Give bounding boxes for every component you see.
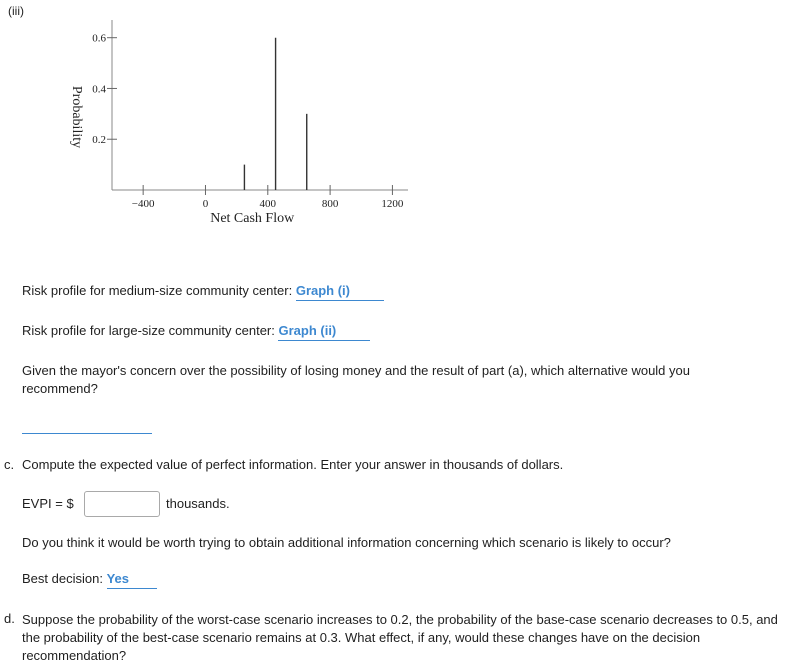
y-tick-label: 0.6 bbox=[92, 32, 106, 45]
x-tick-label: −400 bbox=[131, 198, 155, 210]
medium-answer-select[interactable]: Graph (i) bbox=[296, 283, 384, 301]
x-axis-label: Net Cash Flow bbox=[210, 211, 295, 226]
large-question-label: Risk profile for large-size community center: bbox=[22, 323, 275, 338]
evpi-label: EVPI = $ bbox=[22, 496, 74, 511]
y-axis-label: Probability bbox=[69, 85, 84, 149]
x-tick-label: 400 bbox=[259, 198, 277, 210]
x-tick-label: 800 bbox=[321, 198, 339, 210]
best-decision-label: Best decision: bbox=[22, 571, 103, 586]
graph-label: (iii) bbox=[8, 4, 24, 18]
medium-question-label: Risk profile for medium-size community center: bbox=[22, 283, 293, 298]
y-tick-label: 0.4 bbox=[92, 83, 106, 96]
evpi-input[interactable] bbox=[84, 491, 160, 517]
recommend-question: Given the mayor's concern over the possibility of losing money and the result of part (a), which alternative would you recommend? bbox=[22, 363, 690, 396]
part-c-question: Compute the expected value of perfect information. Enter your answer in thousands of dollars. bbox=[22, 457, 564, 472]
worth-question: Do you think it would be worth trying to obtain additional information concerning which scenario is likely to occur? bbox=[22, 535, 671, 550]
recommend-answer-select[interactable] bbox=[22, 433, 152, 434]
best-decision bbox=[22, 571, 157, 589]
risk-profile-chart bbox=[60, 20, 420, 230]
evpi-unit: thousands. bbox=[166, 496, 230, 511]
medium-question bbox=[22, 283, 384, 301]
best-decision-select[interactable]: Yes bbox=[107, 571, 157, 589]
large-question bbox=[22, 323, 370, 341]
part-c-prefix: c. bbox=[4, 457, 15, 472]
x-tick-label: 0 bbox=[202, 198, 209, 210]
part-d-prefix: d. bbox=[4, 611, 15, 626]
x-tick-label: 1200 bbox=[381, 198, 404, 210]
part-d-question: Suppose the probability of the worst-case scenario increases to 0.2, the probability of the base-case scenario decreases to 0.5, and the probability of the best-case scenario remains at 0.3. What effect, if any, would these changes have on the decision recommendation? bbox=[22, 612, 778, 663]
y-tick-label: 0.2 bbox=[92, 134, 106, 147]
large-answer-select[interactable]: Graph (ii) bbox=[278, 323, 370, 341]
